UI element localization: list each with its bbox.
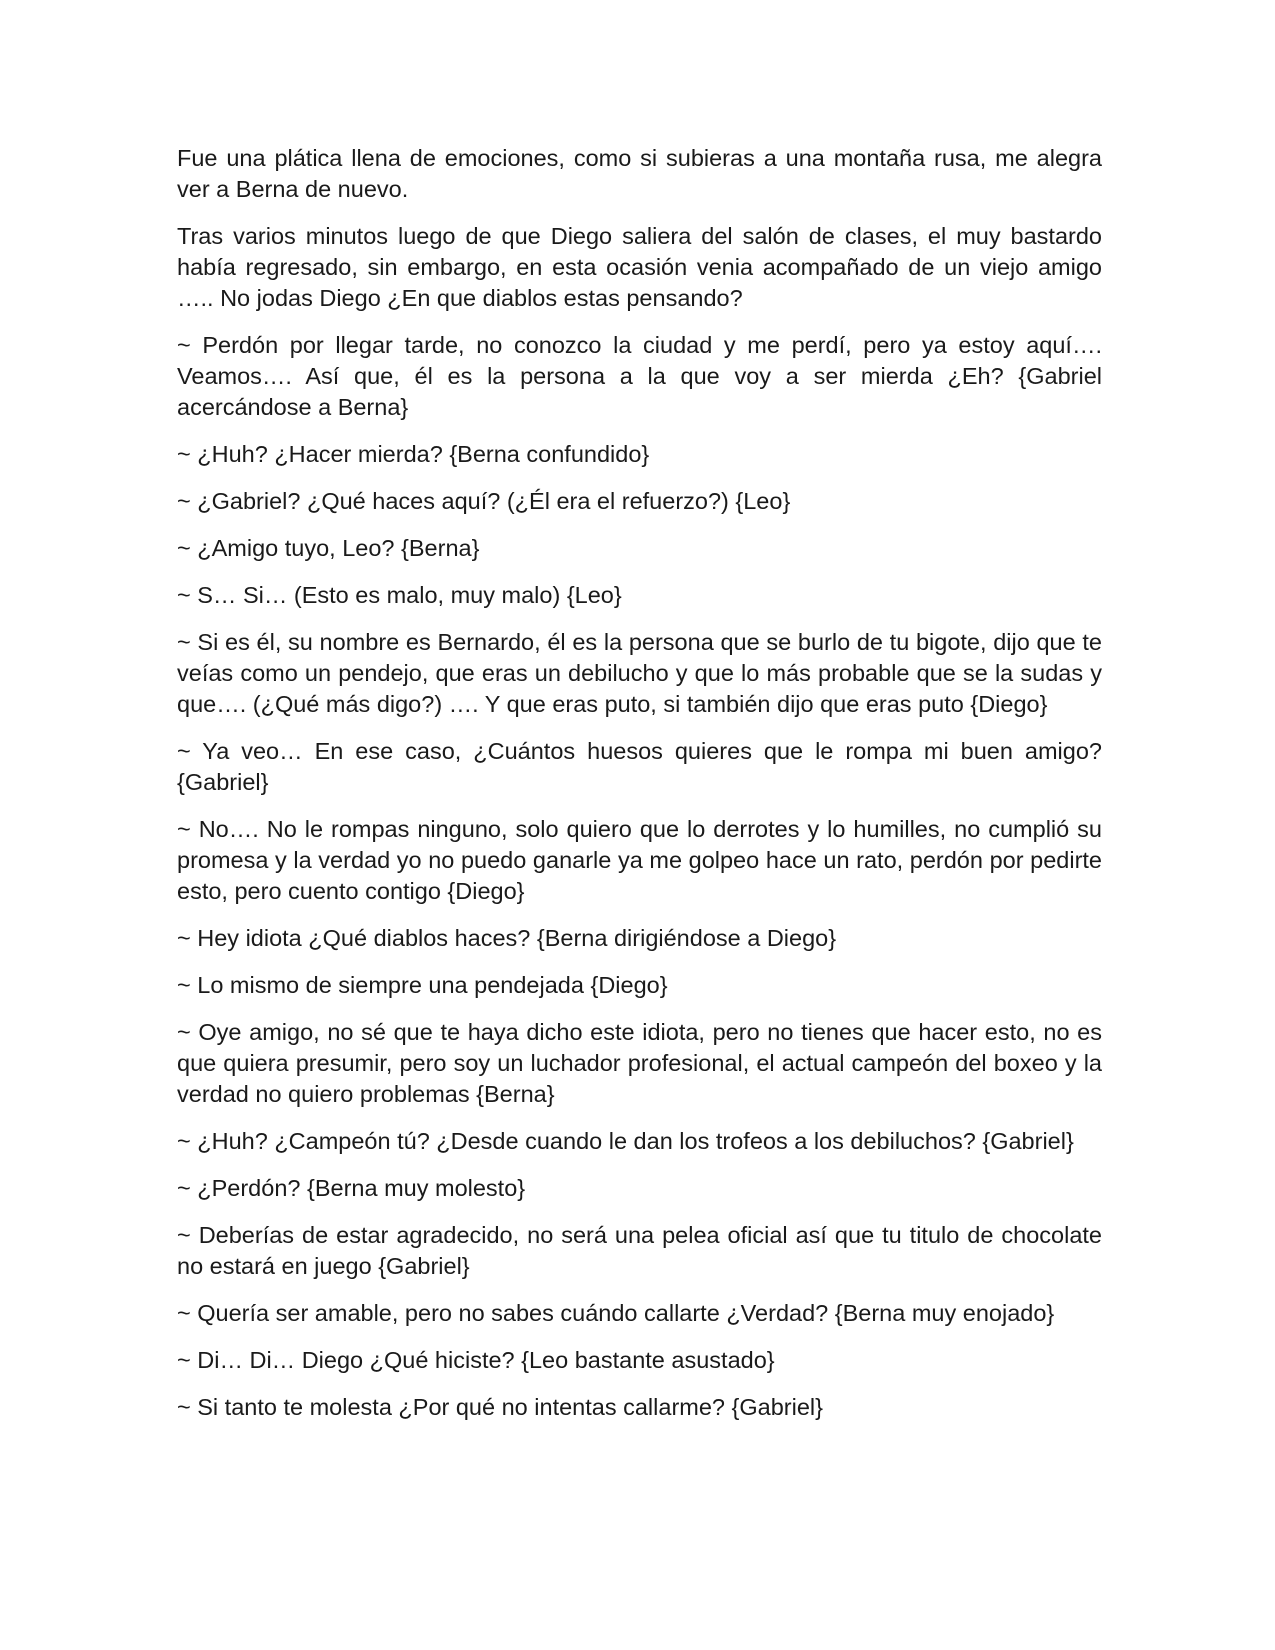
dialogue-line: ~ Hey idiota ¿Qué diablos haces? {Berna dirigiéndose a Diego}	[177, 925, 837, 951]
dialogue-line: ~ Deberías de estar agradecido, no será una pelea oficial así que tu titulo de chocolate no estará en juego {Gabriel}	[177, 1222, 1102, 1279]
dialogue-line: ~ Di… Di… Diego ¿Qué hiciste? {Leo bastante asustado}	[177, 1347, 775, 1373]
dialogue-line: ~ Lo mismo de siempre una pendejada {Diego}	[177, 972, 668, 998]
dialogue-line: ~ ¿Huh? ¿Campeón tú? ¿Desde cuando le dan los trofeos a los debiluchos? {Gabriel}	[177, 1128, 1074, 1154]
dialogue-line: ~ ¿Perdón? {Berna muy molesto}	[177, 1175, 526, 1201]
dialogue-line: ~ ¿Amigo tuyo, Leo? {Berna}	[177, 535, 480, 561]
dialogue-line: ~ Si tanto te molesta ¿Por qué no intentas callarme? {Gabriel}	[177, 1394, 823, 1420]
dialogue-line: ~ ¿Huh? ¿Hacer mierda? {Berna confundido}	[177, 441, 650, 467]
paragraph-narration-1: Fue una plática llena de emociones, como si subieras a una montaña rusa, me alegra ver a Berna de nuevo.	[177, 145, 1102, 202]
dialogue-line: ~ S… Si… (Esto es malo, muy malo) {Leo}	[177, 582, 622, 608]
dialogue-line: ~ Oye amigo, no sé que te haya dicho este idiota, pero no tienes que hacer esto, no es que quiera presumir, pero soy un luchador profesional, el actual campeón del boxeo y la verdad no quiero problemas {Berna}	[177, 1019, 1102, 1107]
dialogue-line: ~ Ya veo… En ese caso, ¿Cuántos huesos quieres que le rompa mi buen amigo? {Gabriel}	[177, 738, 1102, 795]
dialogue-line: ~ ¿Gabriel? ¿Qué haces aquí? (¿Él era el refuerzo?) {Leo}	[177, 488, 791, 514]
dialogue-line: ~ No…. No le rompas ninguno, solo quiero que lo derrotes y lo humilles, no cumplió su promesa y la verdad yo no puedo ganarle ya me golpeo hace un rato, perdón por pedirte esto, pero cuento contigo {Diego}	[177, 816, 1102, 904]
document-page	[177, 143, 1102, 1439]
dialogue-line: ~ Si es él, su nombre es Bernardo, él es la persona que se burlo de tu bigote, dijo que te veías como un pendejo, que eras un debilucho y que lo más probable que se la sudas y que…. (¿Qué más digo?) …. Y que eras puto, si también dijo que eras puto {Diego}	[177, 629, 1102, 717]
dialogue-line: ~ Perdón por llegar tarde, no conozco la ciudad y me perdí, pero ya estoy aquí…. Veamos…. Así que, él es la persona a la que voy a ser mierda ¿Eh? {Gabriel acercándose a Berna}	[177, 332, 1102, 420]
paragraph-narration-2: Tras varios minutos luego de que Diego saliera del salón de clases, el muy bastardo había regresado, sin embargo, en esta ocasión venia acompañado de un viejo amigo ….. No jodas Diego ¿En que diablos estas pensando?	[177, 223, 1102, 311]
dialogue-line: ~ Quería ser amable, pero no sabes cuándo callarte ¿Verdad? {Berna muy enojado}	[177, 1300, 1055, 1326]
